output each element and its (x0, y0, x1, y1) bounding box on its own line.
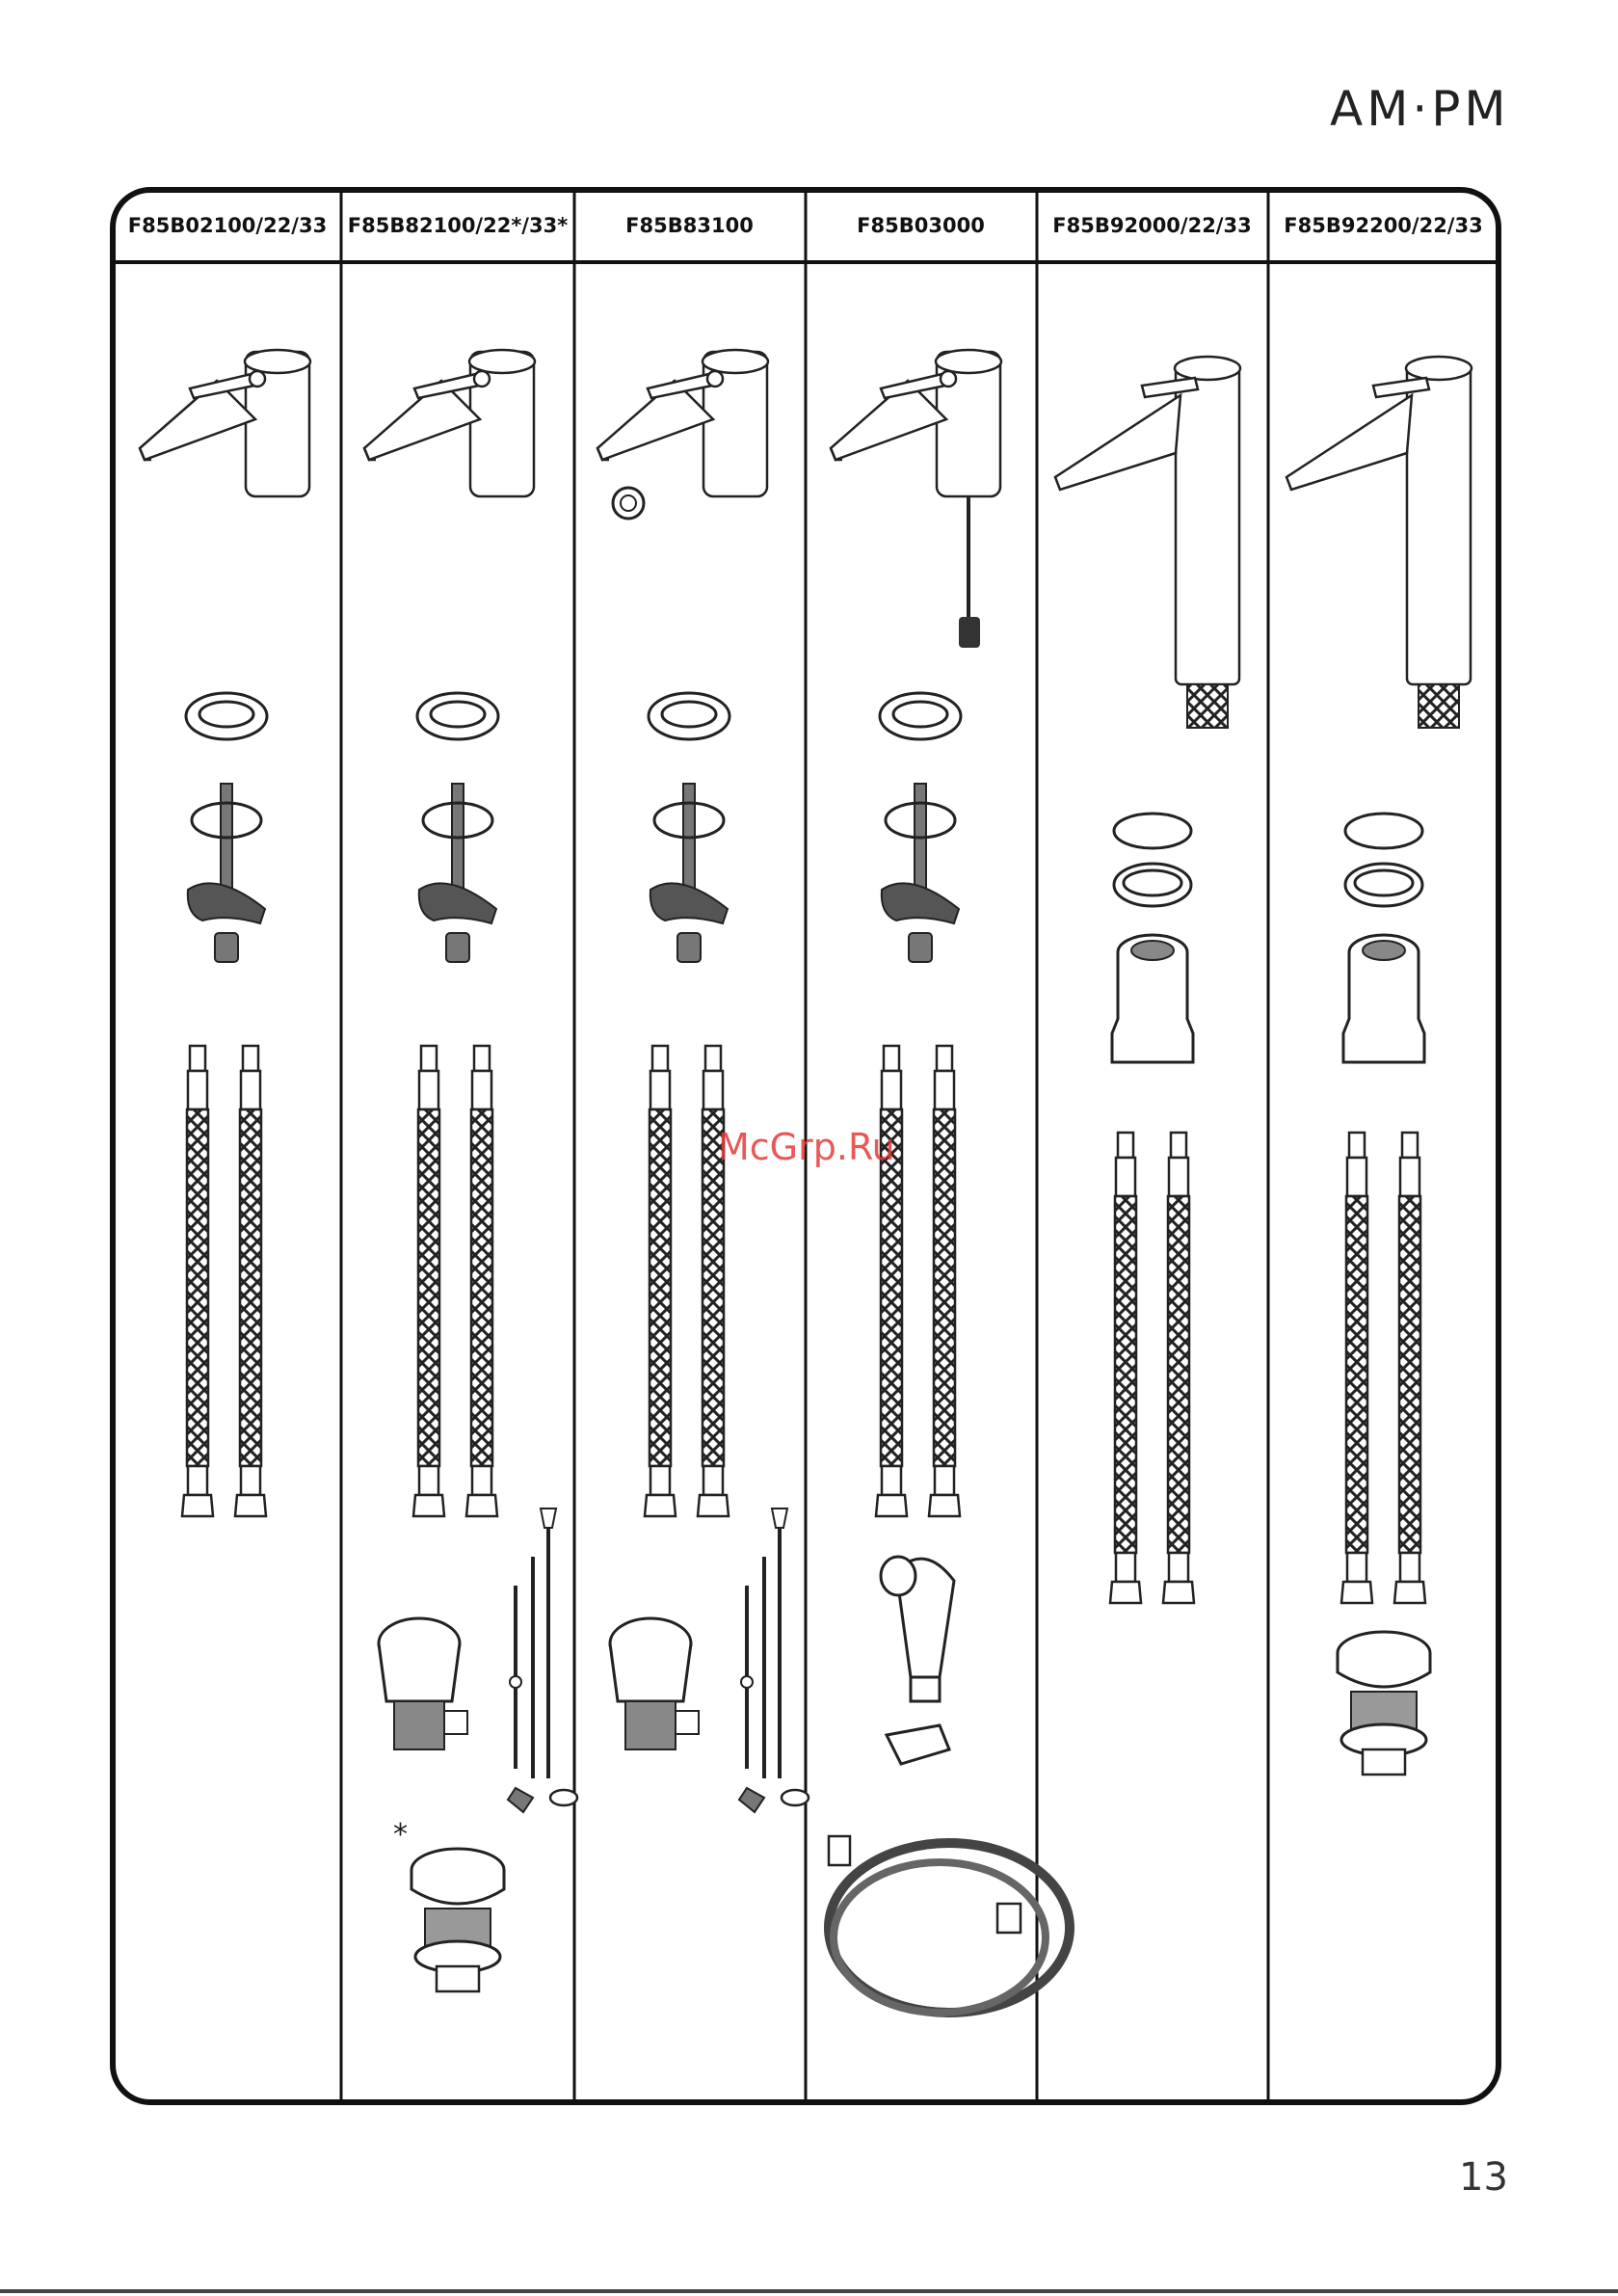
page-number: 13 (1459, 2155, 1508, 2200)
asterisk-note: * (393, 1818, 408, 1852)
column-header-4: F85B03000 (857, 214, 985, 237)
column-header-5: F85B92000/22/33 (1052, 214, 1252, 237)
brand-logo: AM·PM (1330, 81, 1510, 137)
bottom-rule (0, 2289, 1618, 2293)
watermark: McGrp.Ru (718, 1126, 895, 1168)
column-header-6: F85B92200/22/33 (1284, 214, 1483, 237)
column-header-2: F85B82100/22*/33* (347, 214, 569, 237)
column-header-3: F85B83100 (625, 214, 754, 237)
column-header-1: F85B02100/22/33 (127, 214, 328, 237)
